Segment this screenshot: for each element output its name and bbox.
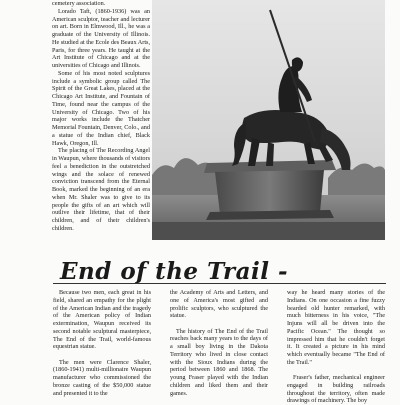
upper-paragraph: Some of his most noted sculptures include a symbolic group called The Spirit of the Great Lakes, placed at the Chicago Art Institute, and Fountain of Time, found near the campus of the University of Chicago. Two of his major works include the Thatcher Memorial Fountain, Denver, Colo., and a statue of the Indian chief, Black Hawk, Oregon, Ill. [52, 69, 150, 147]
article-paragraph: Because two men, each great in his field, shared an empathy for the plight of the American Indian and the tragedy of the American policy of Indian extermination, Waupun received its second notable sculptural masterpiece, The End of the Trail, world-famous equestrian statue. [53, 289, 151, 351]
article-paragraph: way he heard many stories of the Indians. On one occasion a fine fuzzy bearded old hunter remarked, with much bitterness in his voice, "The Injuns will all be driven into the Pacific Ocean." The thought so impressed him that he couldn't forget it. It created a picture in his mind which eventually became "The End of the Trail." [287, 289, 385, 366]
article-column-3 [287, 289, 385, 405]
article-title: End of the Trail - [60, 258, 289, 285]
article-paragraph: The history of The End of the Trail reaches back many years to the days of a small boy living in the Dakota Territory who lived in close contact with the Sioux Indians during the period between 1860 and 1868. The young Fraser played with the Indian children and liked them and their games. [170, 327, 268, 397]
article-columns [53, 289, 386, 405]
upper-paragraph: The placing of The Recording Angel in Waupun, where thousands of visitors feel a benediction in the outstretched wings and the solace of renewed conviction transcend from the Eternal Book, marked the beginning of an era when Mr. Shaler was to give to its people the gifts of an art which will outlive their lifetime, that of their children, and of their children's children. [52, 147, 150, 232]
article-paragraph: The men were Clarence Shaler, (1860-1941) multi-millionaire Waupun manufacturer who commissioned the bronze casting of the $50,000 statue and presented it to the [53, 358, 151, 397]
article-paragraph: Fraser's father, mechanical engineer engaged in building railroads throughout the territory, often made drawings of machinery. The boy [287, 374, 385, 405]
article-paragraph: the Academy of Arts and Letters, and one of America's most gifted and prolific sculptors, who sculptured the statue. [170, 289, 268, 320]
title-rule [53, 283, 386, 284]
upper-text-column [52, 0, 150, 233]
upper-paragraph: cemetery association. [52, 0, 106, 7]
upper-paragraph: Lorado Taft, (1860-1936) was an American sculptor, teacher and lecturer on art. Born in Elmwood, Ill., he was a graduate of the University of Illinois. He studied at the Ecole des Beaux Arts, Paris, for three years. He taught at the Art Institute of Chicago and at the universities of Chicago and Illinois. [52, 7, 150, 69]
statue-photo-image [152, 0, 385, 240]
article-column-1 [53, 289, 151, 405]
article-column-2 [170, 289, 268, 405]
statue-photo [152, 0, 385, 240]
